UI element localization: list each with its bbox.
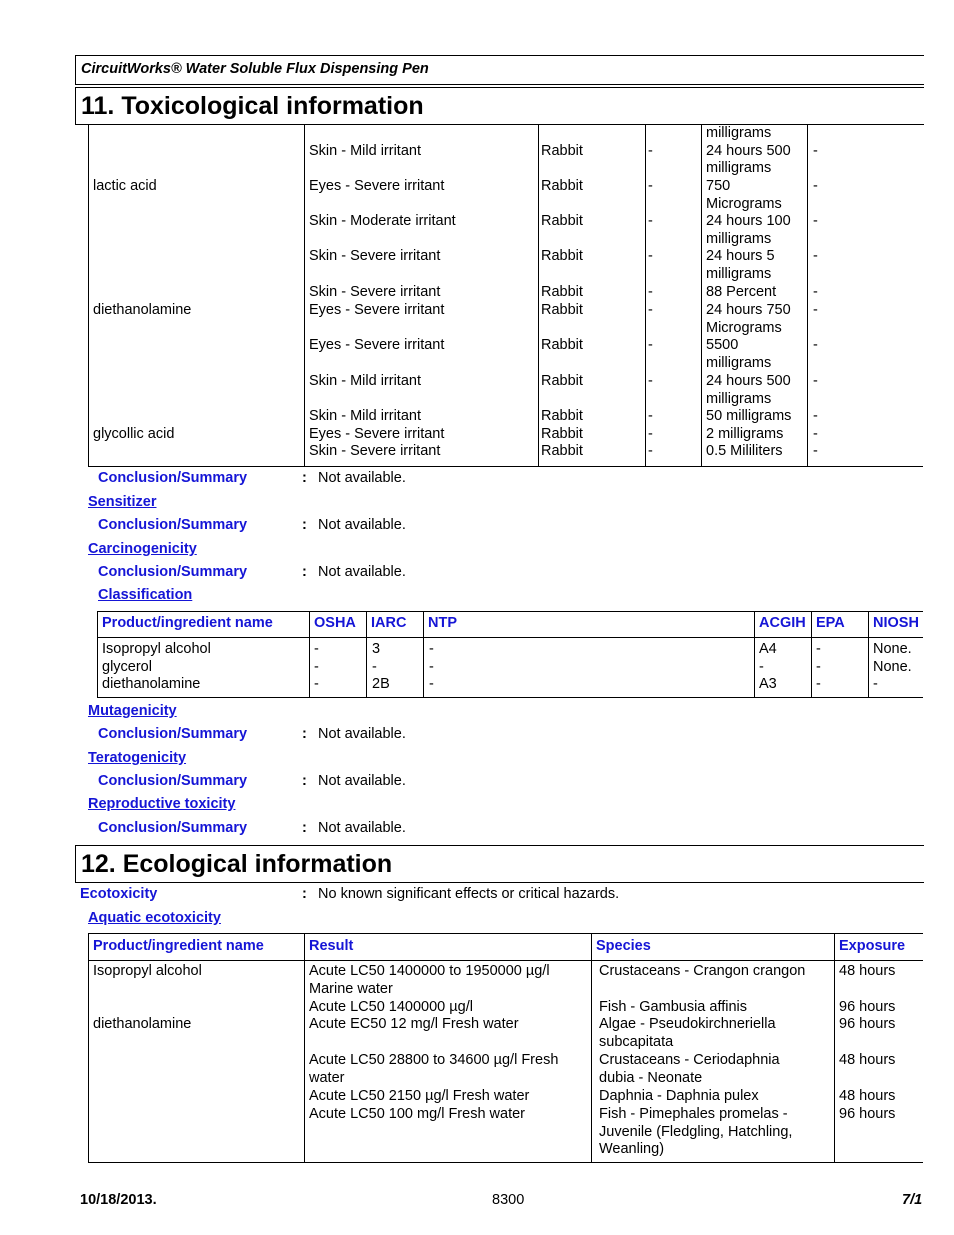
table-cell-species: Rabbit [541, 408, 583, 424]
table-cell-observation: - [813, 213, 818, 229]
column-header-osha: OSHA [314, 615, 356, 631]
section-11-title: 11. Toxicological information [81, 92, 424, 120]
table-cell-observation: - [813, 178, 818, 194]
table-cell-species: Rabbit [541, 213, 583, 229]
footer-date: 10/18/2013. [80, 1192, 157, 1208]
table-cell-osha: - - - [314, 641, 319, 693]
teratogenicity-link[interactable]: Teratogenicity [88, 750, 187, 766]
table-cell-score: - [648, 213, 653, 229]
aquatic-ecotoxicity-link[interactable]: Aquatic ecotoxicity [88, 910, 221, 926]
table-cell-species: Rabbit [541, 373, 583, 389]
table-cell-ingredient: lactic acid [93, 178, 157, 194]
table-cell-epa: - - - [816, 641, 821, 693]
table-cell-result: Acute LC50 1400000 µg/l [309, 999, 473, 1015]
table-cell-acgih: A4 - A3 [759, 641, 777, 693]
colon: : [302, 470, 307, 486]
table-cell-species: Fish - Pimephales promelas - Juvenile (Fledgling, Hatchling, Weanling) [599, 1106, 793, 1158]
document-header [75, 55, 924, 85]
table-cell-species: Crustaceans - Crangon crangon [599, 963, 806, 979]
table-cell-exposure: 24 hours 500 milligrams [706, 373, 791, 407]
column-header-ntp: NTP [428, 615, 457, 631]
table-cell-result: Eyes - Severe irritant [309, 302, 445, 318]
table-cell-result: Skin - Mild irritant [309, 143, 421, 159]
section-11-header [75, 87, 924, 125]
table-cell-exposure: 50 milligrams [706, 408, 792, 424]
table-cell-species: Rabbit [541, 178, 583, 194]
table-cell-score: - [648, 284, 653, 300]
table-cell-observation: - [813, 284, 818, 300]
table-cell-observation: - [813, 426, 818, 442]
table-cell-exposure: 5500 milligrams [706, 337, 772, 371]
conclusion-summary-label: Conclusion/Summary [98, 470, 248, 486]
colon: : [302, 820, 307, 836]
table-cell-exposure: milligrams 24 hours 500 milligrams [706, 125, 791, 177]
table-cell-niosh: None. None. - [873, 641, 912, 693]
table-cell-result: Skin - Mild irritant [309, 373, 421, 389]
section-12-title: 12. Ecological information [81, 850, 393, 878]
table-cell-species: Rabbit [541, 337, 583, 353]
table-cell-iarc: 3 - 2B [372, 641, 390, 693]
column-header-product: Product/ingredient name [102, 615, 273, 631]
table-cell-observation: - [813, 373, 818, 389]
table-cell-exposure: 24 hours 5 milligrams [706, 248, 775, 282]
ecotoxicity-label: Ecotoxicity [80, 886, 158, 902]
conclusion-summary-label: Conclusion/Summary [98, 726, 248, 742]
colon: : [302, 773, 307, 789]
table-cell-result: Acute LC50 1400000 to 1950000 µg/l Marine water [309, 963, 550, 997]
table-cell-score: - [648, 373, 653, 389]
table-cell-exposure: 96 hours [839, 1016, 896, 1032]
column-header-acgih: ACGIH [759, 615, 806, 631]
table-cell-species: Rabbit [541, 426, 583, 442]
table-cell-score: - [648, 426, 653, 442]
table-cell-exposure: 750 Micrograms [706, 178, 782, 212]
section-12-header [75, 845, 924, 883]
column-header-niosh: NIOSH [873, 615, 919, 631]
carcinogenicity-link[interactable]: Carcinogenicity [88, 541, 197, 557]
table-cell-exposure: 96 hours [839, 1106, 896, 1122]
table-cell-ntp: - - - [429, 641, 434, 693]
table-cell-observation: - [813, 302, 818, 318]
column-header-exposure: Exposure [839, 938, 906, 954]
table-cell-result: Eyes - Severe irritant [309, 426, 445, 442]
conclusion-summary-value: Not available. [318, 470, 406, 486]
colon: : [302, 564, 307, 580]
conclusion-summary-value: Not available. [318, 726, 406, 742]
table-cell-species: Crustaceans - Ceriodaphnia dubia - Neonate [599, 1052, 780, 1086]
table-cell-ingredient: diethanolamine [93, 1016, 192, 1032]
conclusion-summary-label: Conclusion/Summary [98, 820, 248, 836]
table-cell-species: Rabbit [541, 443, 583, 459]
colon: : [302, 726, 307, 742]
classification-link[interactable]: Classification [98, 587, 193, 603]
table-cell-result: Skin - Severe irritant [309, 248, 441, 264]
table-cell-exposure: 24 hours 750 Micrograms [706, 302, 791, 336]
table-cell-score: - [648, 443, 653, 459]
column-header-iarc: IARC [371, 615, 407, 631]
column-header-species: Species [596, 938, 651, 954]
product-title: CircuitWorks® Water Soluble Flux Dispensing Pen [81, 61, 429, 77]
conclusion-summary-value: Not available. [318, 820, 406, 836]
table-cell-exposure: 88 Percent [706, 284, 777, 300]
table-cell-result: Skin - Severe irritant [309, 284, 441, 300]
conclusion-summary-label: Conclusion/Summary [98, 773, 248, 789]
conclusion-summary-label: Conclusion/Summary [98, 564, 248, 580]
conclusion-summary-value: Not available. [318, 517, 406, 533]
column-header-epa: EPA [816, 615, 845, 631]
table-cell-exposure: 48 hours [839, 1052, 896, 1068]
table-cell-species: Rabbit [541, 302, 583, 318]
table-cell-ingredient: glycollic acid [93, 426, 175, 442]
table-cell-species: Fish - Gambusia affinis [599, 999, 748, 1015]
conclusion-summary-value: Not available. [318, 564, 406, 580]
table-cell-result: Acute LC50 100 mg/l Fresh water [309, 1106, 525, 1122]
table-cell-species: Rabbit [541, 143, 583, 159]
table-cell-species: Daphnia - Daphnia pulex [599, 1088, 759, 1104]
table-cell-observation: - [813, 443, 818, 459]
colon: : [302, 886, 307, 902]
table-cell-exposure: 48 hours [839, 963, 896, 979]
table-cell-species: Rabbit [541, 248, 583, 264]
table-cell-exposure: 0.5 Mililiters [706, 443, 783, 459]
column-header-product: Product/ingredient name [93, 938, 264, 954]
column-header-result: Result [309, 938, 354, 954]
table-cell-result: Skin - Severe irritant [309, 443, 441, 459]
reproductive-toxicity-link[interactable]: Reproductive toxicity [88, 796, 236, 812]
table-cell-result: Skin - Mild irritant [309, 408, 421, 424]
table-cell-result: Eyes - Severe irritant [309, 178, 445, 194]
table-cell-ingredient: diethanolamine [93, 302, 192, 318]
mutagenicity-link[interactable]: Mutagenicity [88, 703, 177, 719]
table-cell-score: - [648, 337, 653, 353]
footer-page-number: 7/1 [902, 1192, 923, 1208]
table-cell-observation: - [813, 143, 818, 159]
table-cell-result: Acute EC50 12 mg/l Fresh water [309, 1016, 519, 1032]
table-cell-exposure: 24 hours 100 milligrams [706, 213, 791, 247]
table-cell-result: Eyes - Severe irritant [309, 337, 445, 353]
table-cell-observation: - [813, 408, 818, 424]
ecotoxicity-value: No known significant effects or critical hazards. [318, 886, 620, 902]
footer-code: 8300 [492, 1192, 525, 1208]
table-cell-ingredient: Isopropyl alcohol [93, 963, 202, 979]
table-cell-score: - [648, 143, 653, 159]
table-cell-score: - [648, 248, 653, 264]
table-cell-result: Acute LC50 2150 µg/l Fresh water [309, 1088, 530, 1104]
colon: : [302, 517, 307, 533]
table-cell-result: Acute LC50 28800 to 34600 µg/l Fresh water [309, 1052, 559, 1086]
sensitizer-link[interactable]: Sensitizer [88, 494, 157, 510]
table-cell-score: - [648, 408, 653, 424]
conclusion-summary-value: Not available. [318, 773, 406, 789]
table-cell-exposure: 2 milligrams [706, 426, 784, 442]
table-cell-species: Algae - Pseudokirchneriella subcapitata [599, 1016, 776, 1050]
conclusion-summary-label: Conclusion/Summary [98, 517, 248, 533]
table-cell-names: Isopropyl alcohol glycerol diethanolamine [102, 641, 211, 693]
table-cell-observation: - [813, 248, 818, 264]
table-cell-result: Skin - Moderate irritant [309, 213, 456, 229]
table-cell-observation: - [813, 337, 818, 353]
table-cell-exposure: 48 hours [839, 1088, 896, 1104]
table-cell-exposure: 96 hours [839, 999, 896, 1015]
table-cell-species: Rabbit [541, 284, 583, 300]
table-cell-score: - [648, 178, 653, 194]
table-cell-score: - [648, 302, 653, 318]
